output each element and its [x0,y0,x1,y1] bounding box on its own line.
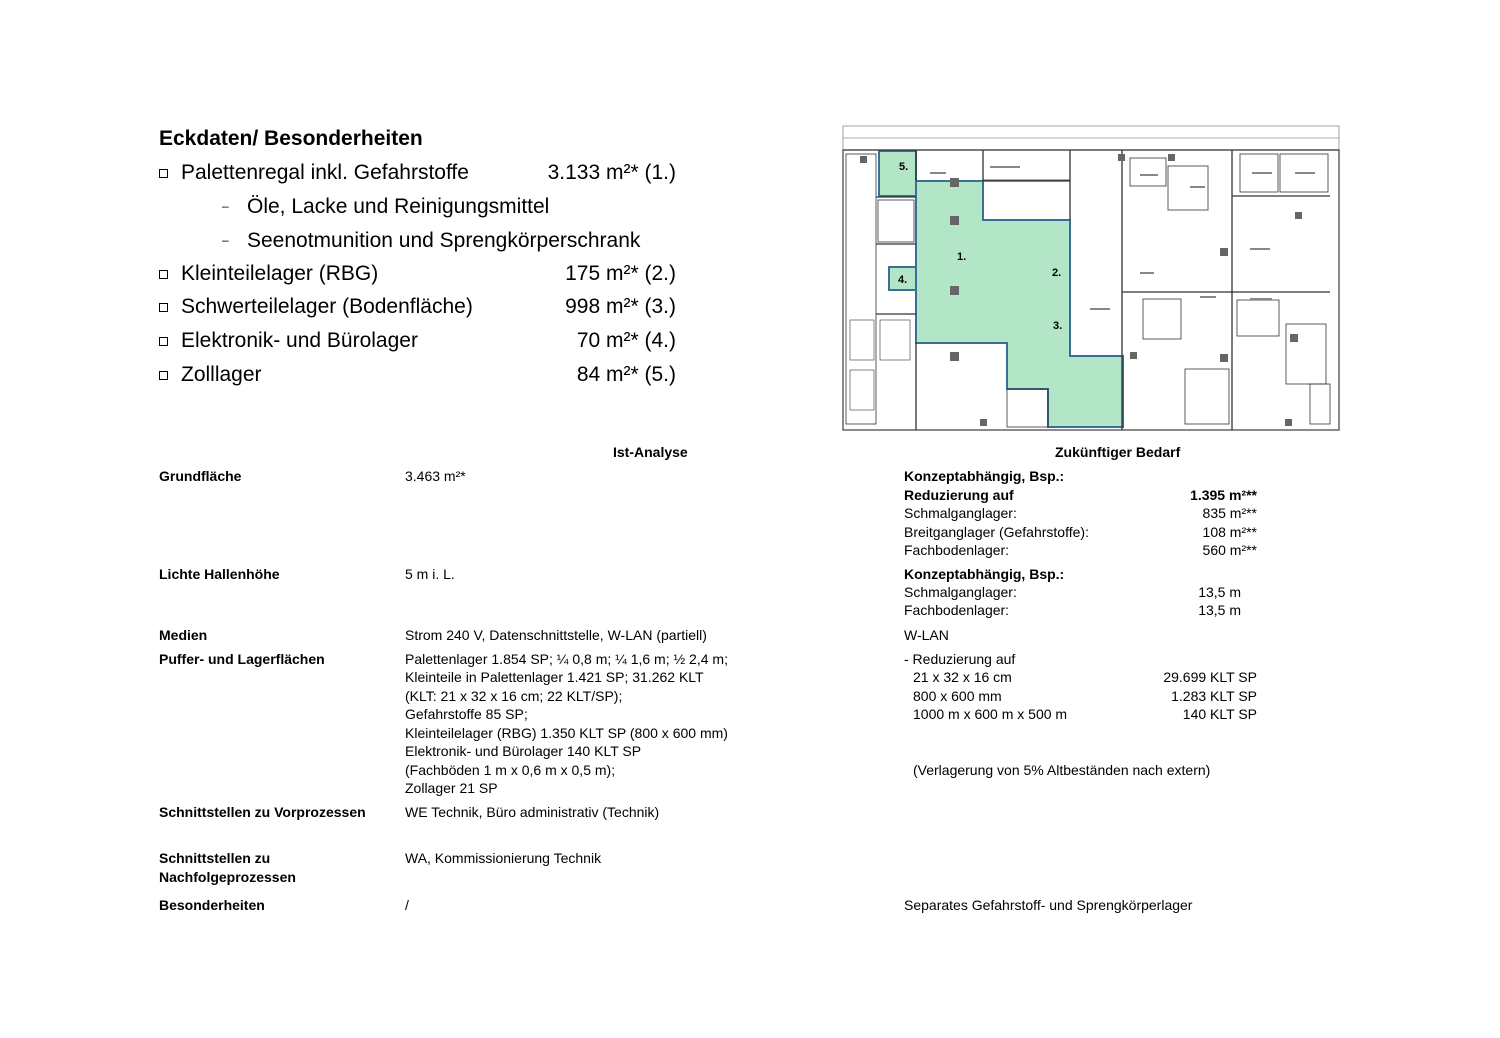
zukunft-grundflaeche-label: Fachbodenlager: [904,542,1010,558]
ist-puffer-line: Zollager 21 SP [405,780,498,796]
row-label-besonderheiten: Besonderheiten [159,897,265,913]
zukunft-hallenhoehe-value: 13,5 m [1198,584,1241,600]
list-item: Elektronik- und Bürolager [159,329,418,353]
zukunft-puffer-title: - Reduzierung auf [904,651,1016,667]
ist-puffer-line: Gefahrstoffe 85 SP; [405,706,528,722]
zukunft-hallenhoehe-label: Schmalganglager: [904,584,1017,600]
list-item: Palettenregal inkl. Gefahrstoffe [159,161,469,185]
zukunft-grundflaeche-value: 108 m²** [1202,524,1257,540]
zukunft-hallenhoehe-title: Konzeptabhängig, Bsp.: [904,566,1065,582]
checkbox-square-icon [159,337,168,346]
checkbox-square-icon [159,371,168,380]
row-label-nachfolge: Nachfolgeprozessen [159,869,296,885]
row-label-medien: Medien [159,627,208,643]
ist-puffer-line: (Fachböden 1 m x 0,6 m x 0,5 m); [405,762,616,778]
row-label-vorprozesse: Schnittstellen zu Vorprozessen [159,804,366,820]
list-subitem: – Öle, Lacke und Reinigungsmittel [222,195,550,218]
zukunft-puffer-note: (Verlagerung von 5% Altbeständen nach extern) [913,762,1211,778]
zukunft-puffer-label: 1000 m x 600 m x 500 m [913,706,1068,722]
list-item: Schwerteilelager (Bodenfläche) [159,295,473,319]
column-header-zukunft: Zukünftiger Bedarf [1055,444,1181,460]
ist-puffer-line: Kleinteile in Palettenlager 1.421 SP; 31.262 KLT [405,669,704,685]
row-label-puffer: Puffer- und Lagerflächen [159,651,325,667]
zukunft-puffer-label: 800 x 600 mm [913,688,1002,704]
zukunft-besonderheiten: Separates Gefahrstoff- und Sprengkörperlager [904,897,1193,913]
row-label-nachfolge: Schnittstellen zu [159,850,271,866]
list-subitem: – Seenotmunition und Sprengkörperschrank [222,229,641,252]
zukunft-grundflaeche-label: Reduzierung auf [904,487,1014,503]
ist-hallenhoehe: 5 m i. L. [405,566,455,582]
zukunft-grundflaeche-title: Konzeptabhängig, Bsp.: [904,468,1065,484]
floor-plan [840,124,1345,436]
zukunft-grundflaeche-label: Schmalganglager: [904,505,1017,521]
checkbox-square-icon [159,169,168,178]
ist-puffer-line: Palettenlager 1.854 SP; ¼ 0,8 m; ¼ 1,6 m; ½ 2,4 m; [405,651,728,667]
list-item: Zolllager [159,363,262,387]
list-item-value: 998 m²* (3.) [565,295,676,318]
column-header-ist: Ist-Analyse [613,444,688,460]
zukunft-medien: W-LAN [904,627,949,643]
ist-medien: Strom 240 V, Datenschnittstelle, W-LAN (partiell) [405,627,707,643]
ist-besonderheiten: / [405,897,409,913]
zukunft-grundflaeche-value: 560 m²** [1202,542,1257,558]
checkbox-square-icon [159,270,168,279]
checkbox-square-icon [159,303,168,312]
ist-vorprozesse: WE Technik, Büro administrativ (Technik) [405,804,660,820]
zukunft-hallenhoehe-label: Fachbodenlager: [904,602,1010,618]
section-title: Eckdaten/ Besonderheiten [159,127,423,150]
zukunft-puffer-value: 29.699 KLT SP [1163,669,1257,685]
zone-label-1: 1. [957,251,967,263]
zone-label-3: 3. [1053,320,1063,332]
zukunft-grundflaeche-label: Breitganglager (Gefahrstoffe): [904,524,1089,540]
zone-1-area [916,181,1123,427]
zukunft-grundflaeche-value: 1.395 m²** [1190,487,1257,503]
list-item-value: 84 m²* (5.) [576,363,676,386]
list-item: Kleinteilelager (RBG) [159,262,378,286]
ist-puffer-line: Elektronik- und Bürolager 140 KLT SP [405,743,642,759]
list-item-value: 3.133 m²* (1.) [547,161,676,184]
zone-label-5: 5. [899,161,909,173]
ist-puffer-line: (KLT: 21 x 32 x 16 cm; 22 KLT/SP); [405,688,623,704]
ist-puffer-line: Kleinteilelager (RBG) 1.350 KLT SP (800 x 600 mm) [405,725,728,741]
list-item-value: 70 m²* (4.) [576,329,676,352]
dash-icon: – [222,233,229,247]
zukunft-puffer-value: 1.283 KLT SP [1171,688,1257,704]
zukunft-grundflaeche-value: 835 m²** [1202,505,1257,521]
zone-label-4: 4. [898,274,908,286]
row-label-hallenhoehe: Lichte Hallenhöhe [159,566,280,582]
list-item-value: 175 m²* (2.) [565,262,676,285]
zukunft-puffer-label: 21 x 32 x 16 cm [913,669,1012,685]
zone-5-area [879,151,916,196]
ist-nachfolge: WA, Kommissionierung Technik [405,850,602,866]
zukunft-hallenhoehe-value: 13,5 m [1198,602,1241,618]
dash-icon: – [222,199,229,213]
zukunft-puffer-value: 140 KLT SP [1182,706,1257,722]
row-label-grundflaeche: Grundfläche [159,468,242,484]
ist-grundflaeche: 3.463 m²* [405,468,466,484]
zone-label-2: 2. [1052,267,1062,279]
